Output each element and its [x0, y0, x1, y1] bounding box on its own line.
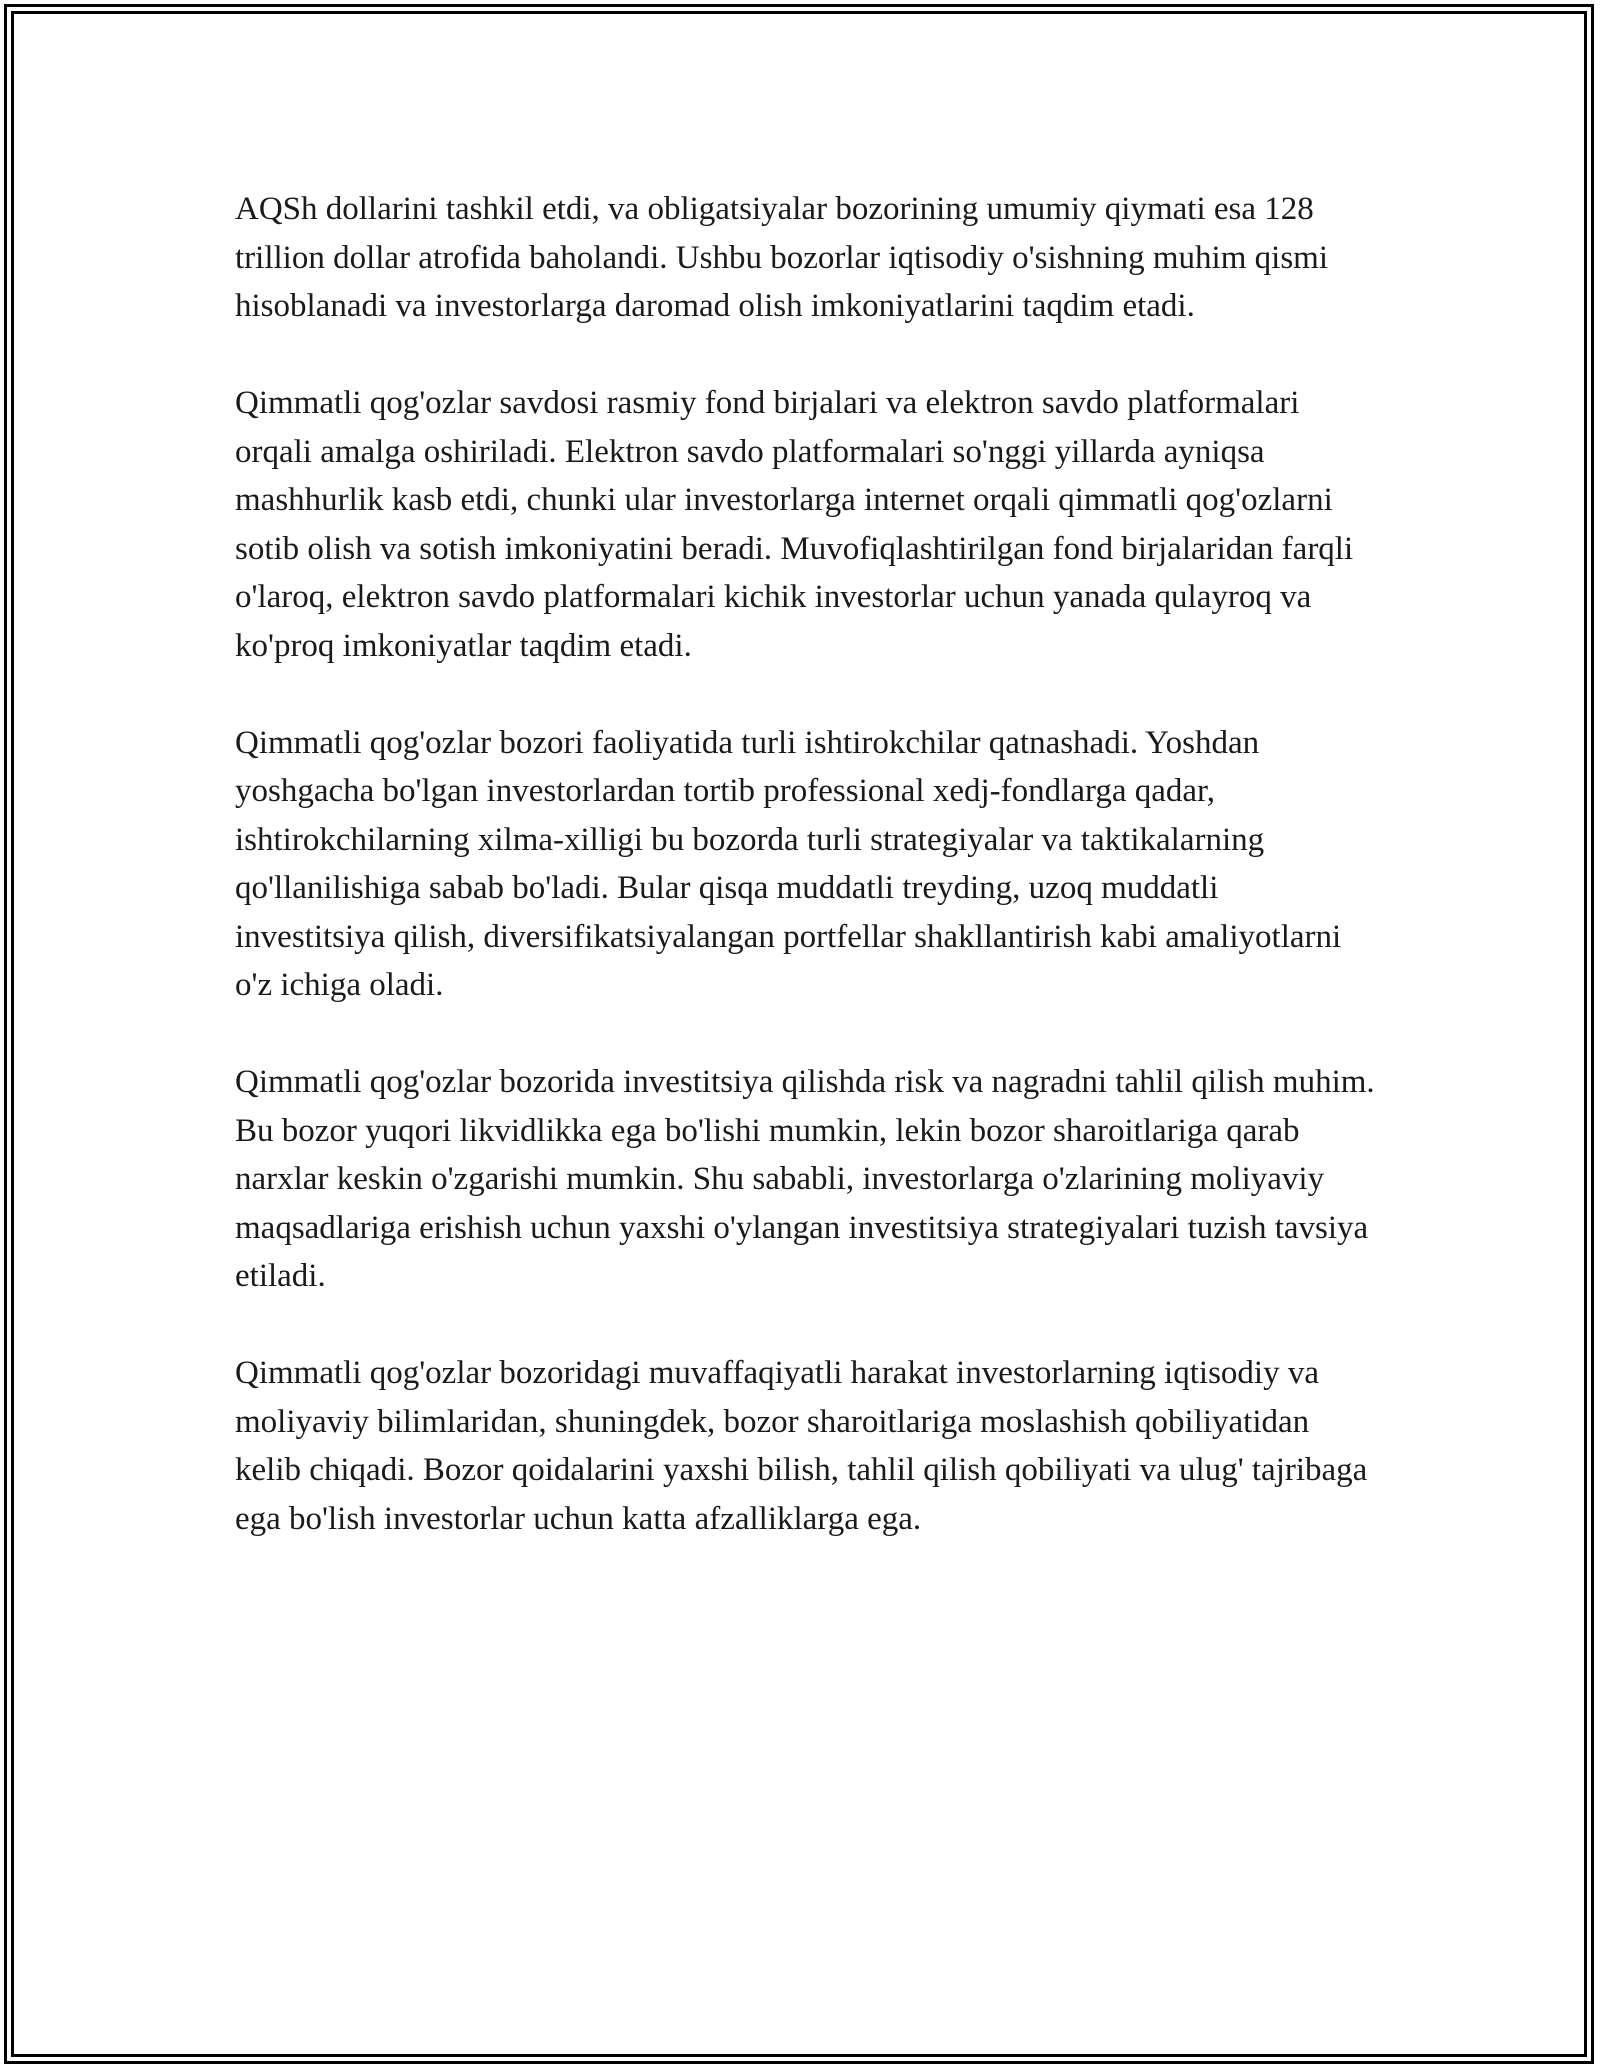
paragraph: Qimmatli qog'ozlar bozorida investitsiya qilishda risk va nagradni tahlil qilish muhim. Bu bozor yuqori likvidlikka ega bo'lishi mumkin, lekin bozor sharoitlariga qarab narxlar keskin o'zgarishi mumkin. Shu sababli, investorlarga o'zlarining moliyaviy maqsadlariga erishish uchun yaxshi o'ylangan investitsiya strategiyalari tuzish tavsiya etiladi.	[235, 1064, 1375, 1294]
paragraph: Qimmatli qog'ozlar bozoridagi muvaffaqiyatli harakat investorlarning iqtisodiy va moliyaviy bilimlaridan, shuningdek, bozor sharoitlariga moslashish qobiliyatidan kelib chiqadi. Bozor qoidalarini yaxshi bilish, tahlil qilish qobiliyati va ulug' tajribaga ega bo'lish investorlar uchun katta afzalliklarga ega.	[235, 1355, 1368, 1537]
document-body	[235, 185, 1375, 1543]
paragraph: Qimmatli qog'ozlar bozori faoliyatida turli ishtirokchilar qatnashadi. Yoshdan yoshgacha bo'lgan investorlardan tortib professional xedj-fondlarga qadar, ishtirokchilarning xilma-xilligi bu bozorda turli strategiyalar va taktikalarning qo'llanilishiga sabab bo'ladi. Bular qisqa muddatli treyding, uzoq muddatli investitsiya qilish, diversifikatsiyalangan portfellar shakllantirish kabi amaliyotlarni o'z ichiga oladi.	[235, 724, 1342, 1003]
paragraph: AQSh dollarini tashkil etdi, va obligatsiyalar bozorining umumiy qiymati esa 128 trillion dollar atrofida baholandi. Ushbu bozorlar iqtisodiy o'sishning muhim qismi hisoblanadi va investorlarga daromad olish imkoniyatlarini taqdim etadi.	[235, 191, 1328, 324]
paragraph: Qimmatli qog'ozlar savdosi rasmiy fond birjalari va elektron savdo platformalari orqali amalga oshiriladi. Elektron savdo platformalari so'nggi yillarda ayniqsa mashhurlik kasb etdi, chunki ular investorlarga internet orqali qimmatli qog'ozlarni sotib olish va sotish imkoniyatini beradi. Muvofiqlashtirilgan fond birjalaridan farqli o'laroq, elektron savdo platformalari kichik investorlar uchun yanada qulayroq va ko'proq imkoniyatlar taqdim etadi.	[235, 385, 1354, 664]
